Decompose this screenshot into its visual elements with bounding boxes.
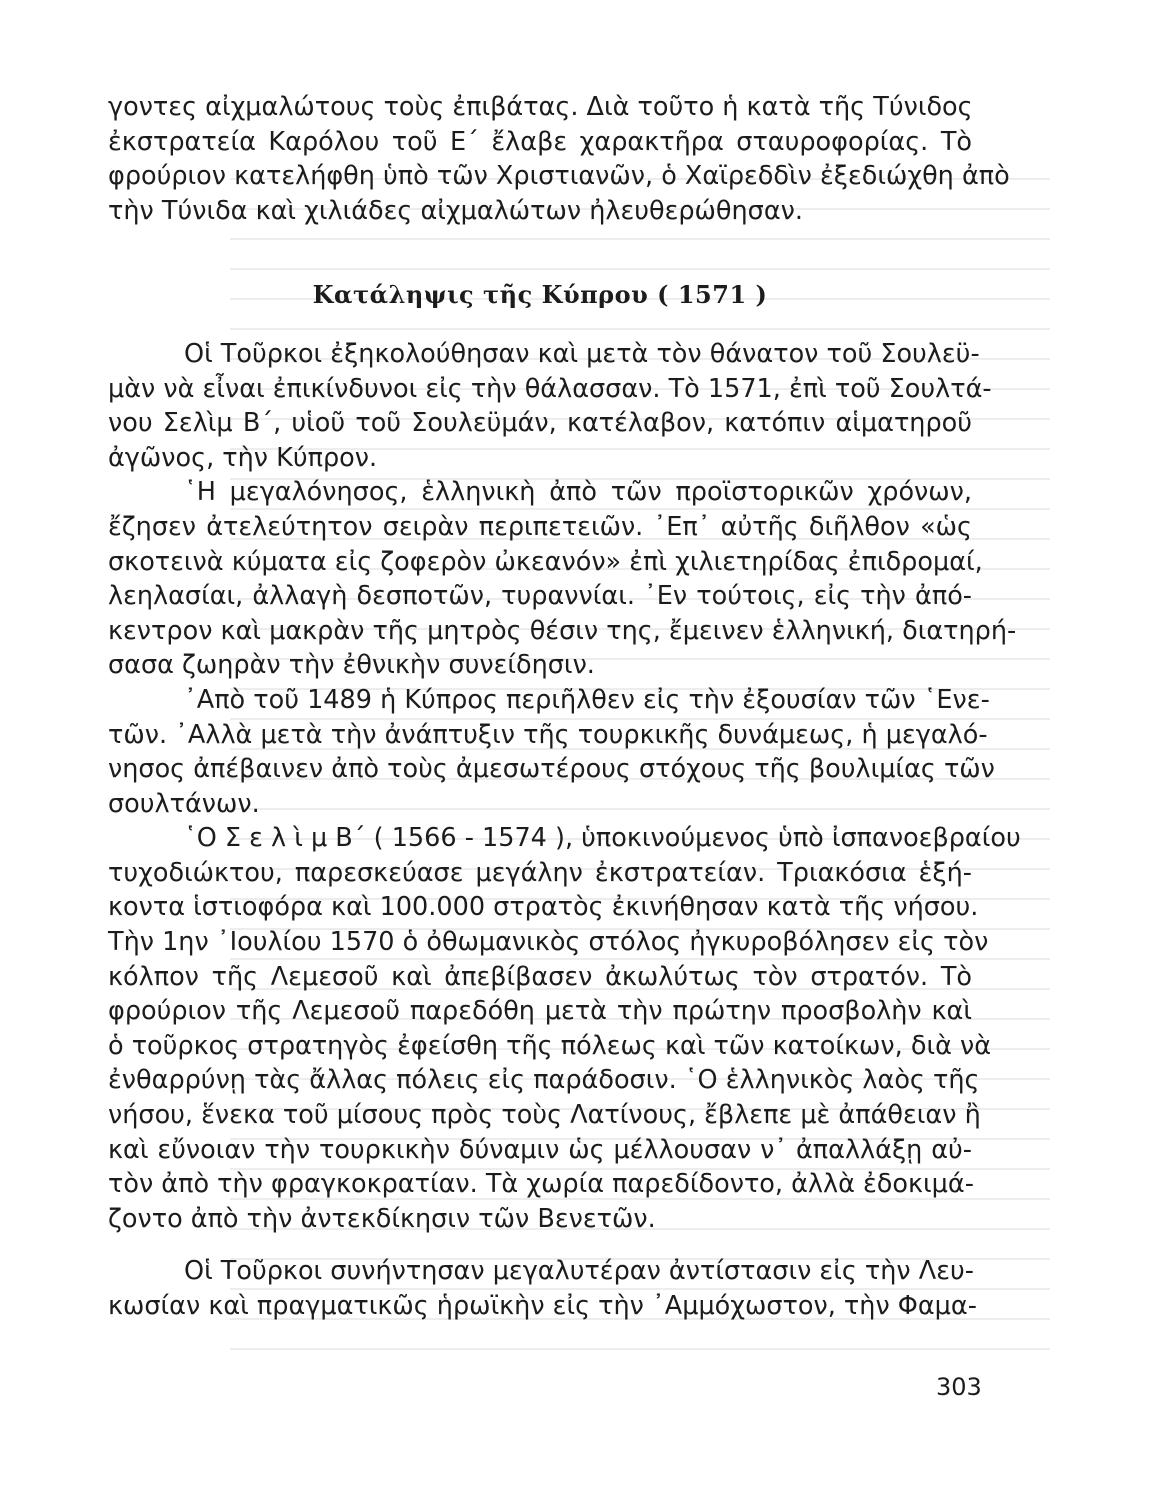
text-line: τὸν ἀπὸ τὴν φραγκοκρατίαν. Τὰ χωρία παρεδίδοντο, ἀλλὰ ἐδοκιμά- [108,1169,974,1200]
text-line: τὴν Τύνιδα καὶ χιλιάδες αἰχμαλώτων ἠλευθερώθησαν. [108,195,803,226]
text-line: νήσου, ἕνεκα τοῦ μίσους πρὸς τοὺς Λατίνους, ἔβλεπε μὲ ἀπάθειαν ἢ [108,1100,981,1131]
text-line: κόλπον τῆς Λεμεσοῦ καὶ ἀπεβίβασεν ἀκωλύτως τὸν στρατόν. Τὸ [108,961,972,992]
text-line: νου Σελὶμ Β΄, υἱοῦ τοῦ Σουλεϋμάν, κατέλαβον, κατόπιν αἱματηροῦ [108,408,972,439]
text-line: λεηλασίαι, ἀλλαγὴ δεσποτῶν, τυραννίαι. ᾿Εν τούτοις, εἰς τὴν ἀπό- [108,581,972,612]
text-line: Οἱ Τοῦρκοι συνήντησαν μεγαλυτέραν ἀντίστασιν εἰς τὴν Λευ- [184,1256,974,1287]
text-line: ἐκστρατεία Καρόλου τοῦ Ε΄ ἔλαβε χαρακτῆρα σταυροφορίας. Τὸ [108,126,972,157]
text-line: καὶ εὔνοιαν τὴν τουρκικὴν δύναμιν ὡς μέλλουσαν ν᾿ ἀπαλλάξῃ αὐ- [108,1134,972,1165]
text-line: σκοτεινὰ κύματα εἰς ζοφερὸν ὠκεανόν» ἐπὶ χιλιετηρίδας ἐπιδρομαί, [108,546,983,577]
page-number: 303 [936,1373,982,1401]
text-line: τυχοδιώκτου, παρεσκεύασε μεγάλην ἐκστρατείαν. Τριακόσια ἑξή- [108,857,972,888]
paragraph-4 [108,683,995,821]
text-line: κοντα ἱστιοφόρα καὶ 100.000 στρατὸς ἐκινήθησαν κατὰ τῆς νήσου. [108,892,979,923]
text-line: ἀγῶνος, τὴν Κύπρον. [108,442,378,473]
text-line: κεντρον καὶ μακρὰν τῆς μητρὸς θέσιν της, ἔμεινεν ἑλληνική, διατηρή- [108,615,1017,646]
text-line: σασα ζωηρὰν τὴν ἐθνικὴν συνείδησιν. [108,650,595,681]
text-line: ῾Η μεγαλόνησος, ἑλληνικὴ ἀπὸ τῶν προϊστορικῶν χρόνων, [184,477,972,508]
body-text [108,90,1021,1324]
text-line: Τὴν 1ην ᾿Ιουλίου 1570 ὁ ὀθωμανικὸς στόλος ἠγκυροβόλησεν εἰς τὸν [108,927,989,958]
text-line: γοντες αἰχμαλώτους τοὺς ἐπιβάτας. Διὰ τοῦτο ἡ κατὰ τῆς Τύνιδος [108,92,973,122]
text-line: φρούριον τῆς Λεμεσοῦ παρεδόθη μετὰ τὴν πρώτην προσβολὴν καὶ [108,996,972,1027]
text-line: κωσίαν καὶ πραγματικῶς ἡρωϊκὴν εἰς τὴν ᾿Αμμόχωστον, τὴν Φαμα- [108,1291,977,1321]
text-line: ἐνθαρρύνῃ τὰς ἄλλας πόλεις εἰς παράδοσιν. ῾Ο ἑλληνικὸς λαὸς τῆς [108,1065,980,1096]
text-line: φρούριον κατελήφθη ὑπὸ τῶν Χριστιανῶν, ὁ Χαϊρεδδὶν ἐξεδιώχθη ἀπὸ [108,161,1010,192]
text-line: ἔζησεν ἀτελεύτητον σειρὰν περιπετειῶν. ᾿Επ᾿ αὐτῆς διῆλθον «ὡς [108,511,972,542]
paragraph-2 [108,337,992,475]
text-line: ὁ τοῦρκος στρατηγὸς ἐφείσθη τῆς πόλεως καὶ τῶν κατοίκων, διὰ νὰ [108,1030,992,1061]
text-line: ζοντο ἀπὸ τὴν ἀντεκδίκησιν τῶν Βενετῶν. [108,1203,656,1234]
paragraph-5 [108,821,1021,1236]
paragraph-6 [108,1254,977,1323]
text-line: νησος ἀπέβαινεν ἀπὸ τοὺς ἀμεσωτέρους στόχους τῆς βουλιμίας τῶν [108,754,995,785]
text-line: Οἱ Τοῦρκοι ἐξηκολούθησαν καὶ μετὰ τὸν θάνατον τοῦ Σουλεϋ- [184,338,980,369]
text-line: ᾿Απὸ τοῦ 1489 ἡ Κύπρος περιῆλθεν εἰς τὴν ἐξουσίαν τῶν ῾Ενε- [184,684,990,715]
text-line: σουλτάνων. [108,788,260,819]
text-line: μὰν νὰ εἶναι ἐπικίνδυνοι εἰς τὴν θάλασσαν. Τὸ 1571, ἐπὶ τοῦ Σουλτά- [108,373,992,404]
section-heading: Κατάληψις τῆς Κύπρου ( 1571 ) [312,280,768,310]
paragraph-gap [108,1236,972,1254]
text-line: ῾Ο Σ ε λ ὶ μ Β΄ ( 1566 - 1574 ), ὑποκινούμενος ὑπὸ ἰσπανοεβραίου [184,823,1021,854]
paragraph-1 [108,90,1010,228]
paragraph-3 [108,475,1017,683]
text-line: τῶν. ᾿Αλλὰ μετὰ τὴν ἀνάπτυξιν τῆς τουρκικῆς δυνάμεως, ἡ μεγαλό- [108,719,988,750]
